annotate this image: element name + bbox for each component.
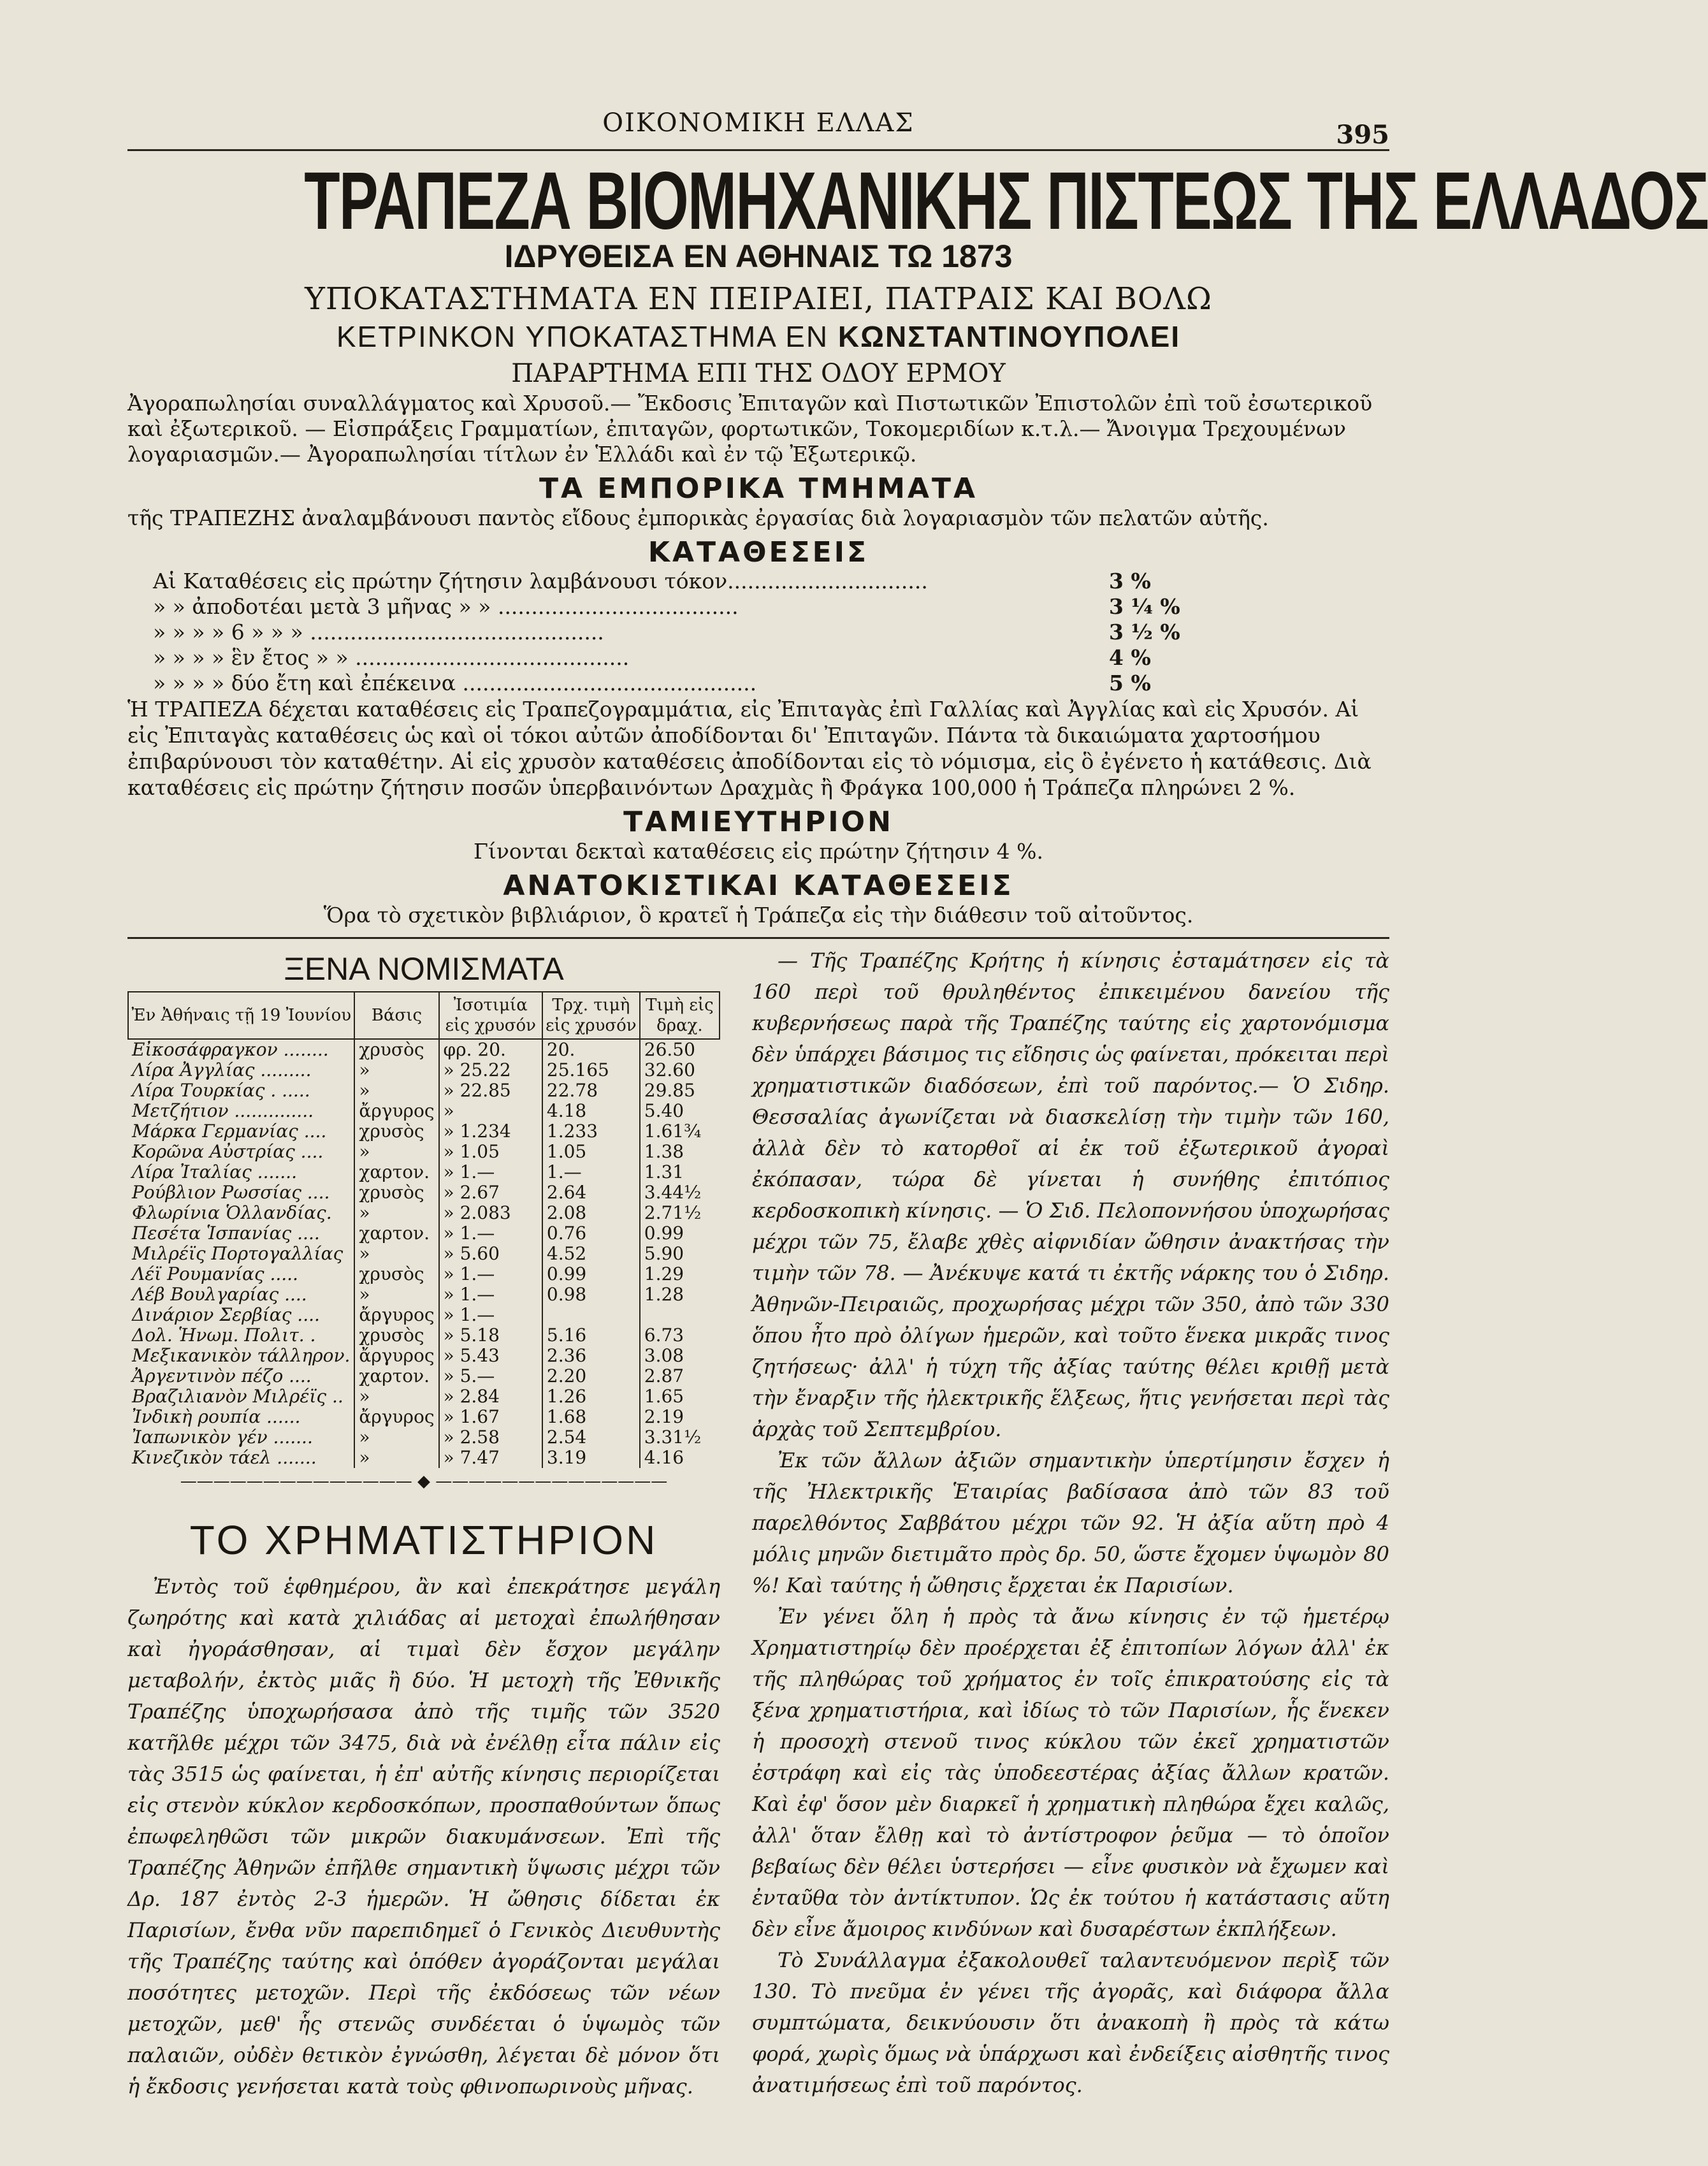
fx-current: 5.16 [542, 1325, 640, 1346]
fx-currency: Λίρα Ἰταλίας ....... [132, 1161, 297, 1182]
fx-col-basis: Βάσις [354, 992, 438, 1039]
savings-text: Γίνονται δεκταὶ καταθέσεις εἰς πρώτην ζήτησιν 4 %. [474, 839, 1043, 864]
left-column [127, 945, 739, 2102]
fx-price [640, 1305, 720, 1325]
fx-row [128, 1386, 720, 1407]
fx-price: 29.85 [640, 1080, 720, 1101]
fx-price: 26.50 [640, 1039, 720, 1060]
fx-parity: » 25.22 [439, 1060, 542, 1080]
fx-row [128, 1142, 720, 1162]
fx-parity: » 2.84 [439, 1386, 542, 1407]
fx-basis: ἄργυρος [354, 1407, 438, 1427]
bank-name: ΤΡΑΠΕΖΑ ΒΙΟΜΗΧΑΝΙΚΗΣ ΠΙΣΤΕΩΣ ΤΗΣ ΕΛΛΑΔΟΣ [304, 156, 1708, 247]
commercial-text: τῆς ΤΡΑΠΕΖΗΣ ἀναλαμβάνουσι παντὸς εἴδους ἐμπορικὰς ἐργασίας διὰ λογαριασμὸν τῶν πελατῶν αὐτῆς. [127, 505, 1269, 530]
fx-parity: » 22.85 [439, 1080, 542, 1101]
deposit-row [127, 594, 1389, 620]
founded-line: ΙΔΡΥΘΕΙΣΑ ΕΝ ΑΘΗΝΑΙΣ ΤΩ 1873 [504, 238, 1013, 274]
fx-parity: » 1.67 [439, 1407, 542, 1427]
fx-basis: » [354, 1448, 438, 1468]
fx-price: 1.29 [640, 1264, 720, 1284]
fx-current: 20. [542, 1039, 640, 1060]
fx-currency: Ρούβλιον Ρωσσίας .... [132, 1182, 330, 1203]
fx-currency: Δινάριον Σερβίας .... [132, 1304, 320, 1325]
fx-row [128, 1305, 720, 1325]
fx-row [128, 1182, 720, 1203]
fx-parity: » 2.67 [439, 1182, 542, 1203]
fx-current: 1.— [542, 1162, 640, 1182]
header-rule [127, 149, 1389, 151]
fx-currency: Λέβ Βουλγαρίας .... [132, 1284, 307, 1305]
fx-parity: » 1.— [439, 1162, 542, 1182]
fx-basis: » [354, 1386, 438, 1407]
fx-parity: » 1.234 [439, 1121, 542, 1142]
fx-current: 1.05 [542, 1142, 640, 1162]
fx-body [128, 1039, 720, 1468]
fx-current: 0.98 [542, 1284, 640, 1305]
fx-basis: χρυσὸς [354, 1121, 438, 1142]
fx-price: 1.61¾ [640, 1121, 720, 1142]
branches-line: ΥΠΟΚΑΤΑΣΤΗΜΑΤΑ ΕΝ ΠΕΙΡΑΙΕΙ, ΠΑΤΡΑΙΣ ΚΑΙ ΒΟΛΩ [305, 281, 1212, 317]
exchange-paragraph: Ἐντὸς τοῦ ἑφθημέρου, ἂν καὶ ἐπεκράτησε μεγάλη ζωηρότης καὶ κατὰ χιλιάδας αἱ μετοχαὶ ἐπωλήθησαν καὶ ἠγοράσθησαν, αἱ τιμαὶ δὲν ἔσχον μεγάλην μεταβολήν, ἐκτὸς μιᾶς ἢ δύο. Ἡ μετοχὴ τῆς Ἐθνικῆς Τραπέζης ὑποχωρήσασα ἀπὸ τῆς τιμῆς τῶν 3520 κατῆλθε μέχρι τῶν 3475, διὰ νὰ ἐνέλθῃ εἶτα πάλιν εἰς τὰς 3515 ὡς φαίνεται, ἡ ἐπ' αὐτῆς κίνησις περιορίζεται εἰς στενὸν κύκλον κερδοσκόπων, προσπαθούντων ὅπως ἐπωφεληθῶσι τῶν μικρῶν διακυμάνσεων. Ἐπὶ τῆς Τραπέζης Ἀθηνῶν ἐπῆλθε σημαντικὴ ὕψωσις μέχρι τῶν Δρ. 187 ἐντὸς 2-3 ἡμερῶν. Ἡ ὤθησις δίδεται ἐκ Παρισίων, ἔνθα νῦν παρεπιδημεῖ ὁ Γενικὸς Διευθυντὴς τῆς Τραπέζης ταύτης καὶ ὁπόθεν ἀγοράζονται μεγάλαι ποσότητες μετοχῶν. Περὶ τῆς ἐκδόσεως τῶν νέων μετοχῶν, μεθ' ἧς στενῶς συνδέεται ὁ ὑψωμὸς τῶν παλαιῶν, οὐδὲν θετικὸν ἐγνώσθη, λέγεται δὲ μόνον ὅτι ἡ ἔκδοσις γενήσεται κατὰ τοὺς φθινοπωρινοὺς μῆνας. [127, 1574, 720, 2098]
fx-row [128, 1060, 720, 1080]
exchange-paragraph: Ἐκ τῶν ἄλλων ἀξιῶν σημαντικὴν ὑπερτίμησιν ἔσχεν ἡ τῆς Ἠλεκτρικῆς Ἑταιρίας βαδίσασα ἀπὸ τῶν 83 τοῦ παρελθόντος Σαββάτου μέχρι τῶν 92. Ἡ ἀξία αὕτη πρὸ 4 μόλις μηνῶν διετιμᾶτο πρὸς δρ. 50, ὥστε ἔχομεν ὑψωμὸν 80 %! Καὶ ταύτης ἡ ὤθησις ἔρχεται ἐκ Παρισίων. [752, 1448, 1389, 1597]
fx-current: 2.08 [542, 1203, 640, 1223]
fx-currency: Μιλρέϊς Πορτογαλλίας [132, 1243, 344, 1264]
fx-current: 2.20 [542, 1366, 640, 1386]
fx-currency: Ἰνδικὴ ρουπία ...... [132, 1406, 301, 1427]
deposit-label: » » » » 6 » » » ............................................ [153, 620, 604, 644]
fx-basis: » [354, 1142, 438, 1162]
fx-parity: » 7.47 [439, 1448, 542, 1468]
fx-current: 1.233 [542, 1121, 640, 1142]
fx-current: 2.54 [542, 1427, 640, 1448]
fx-price: 1.38 [640, 1142, 720, 1162]
deposit-rates [127, 569, 1389, 696]
deposit-row [127, 620, 1389, 645]
deposit-row [127, 671, 1389, 696]
fx-currency: Μάρκα Γερμανίας .... [132, 1121, 327, 1142]
fx-col-current: Τρχ. τιμὴ εἰς χρυσόν [542, 992, 640, 1039]
fx-current: 3.19 [542, 1448, 640, 1468]
fx-price: 32.60 [640, 1060, 720, 1080]
fx-currency: Ἀργεντινὸν πέζο .... [132, 1365, 312, 1386]
deposit-row [127, 569, 1389, 594]
deposit-rate: 3 ½ % [1109, 620, 1180, 644]
exchange-left-text [127, 1571, 720, 2102]
deposit-rate: 3 ¼ % [1109, 594, 1180, 619]
page-number: 395 [1336, 120, 1389, 150]
fx-price: 5.90 [640, 1244, 720, 1264]
exchange-right-text [752, 945, 1389, 2101]
fx-row [128, 1366, 720, 1386]
constantinople-branch [127, 319, 1389, 354]
fx-col-currency: Ἐν Ἀθήναις τῇ 19 Ἰουνίου [128, 992, 354, 1039]
commercial-heading: ΤΑ ΕΜΠΟΡΙΚΑ ΤΜΗΜΑΤΑ [539, 472, 978, 505]
fx-basis: » [354, 1284, 438, 1305]
fx-row [128, 1284, 720, 1305]
interest-free-heading: ΑΝΑΤΟΚΙΣΤΙΚΑΙ ΚΑΤΑΘΕΣΕΙΣ [503, 869, 1014, 902]
fx-currency: Κινεζικὸν τάελ ....... [132, 1447, 317, 1468]
running-head [127, 102, 1389, 150]
fx-parity: » 1.— [439, 1305, 542, 1325]
fx-basis: » [354, 1427, 438, 1448]
fx-col-parity: Ἰσοτιμία εἰς χρυσόν [439, 992, 542, 1039]
deposits-heading: ΚΑΤΑΘΕΣΕΙΣ [648, 536, 869, 569]
fx-row [128, 1101, 720, 1121]
exchange-paragraph: — Τῆς Τραπέζης Κρήτης ἡ κίνησις ἐσταμάτησεν εἰς τὰ 160 περὶ τοῦ θρυληθέντος ἐπικειμένου δανείου τῆς κυβερνήσεως παρὰ τῆς Τραπέζης ταύτης εἰς χαρτονόμισμα δὲν ὑπάρχει βάσιμος τις εἴδησις ὡς φαίνεται, πρόκειται περὶ χρηματιστικῶν διαδόσεων, ἐπὶ τοῦ παρόντος.— Ὁ Σιδηρ. Θεσσαλίας ἀγωνίζεται νὰ διασκελίσῃ τὴν τιμὴν τῶν 160, ἀλλὰ δὲν τὸ κατορθοῖ αἱ ἐκ τοῦ ἐξωτερικοῦ ἀγοραὶ ἐκόπασαν, τώρα δὲ γίνεται ἡ συνήθης ἐπιτόπιος κερδοσκοπικὴ κίνησις. — Ὁ Σιδ. Πελοποννήσου ὑποχωρήσας μέχρι τῶν 75, ἔλαβε χθὲς αἰφνιδίαν ὤθησιν ἀνακτήσας τὴν τιμὴν τῶν 78. — Ἀνέκυψε κατά τι ἐκτῆς νάρκης του ὁ Σιδηρ. Ἀθηνῶν-Πειραιῶς, προχωρήσας μέχρι τῶν 350, ἀπὸ τῶν 330 ὅπου ἦτο πρὸ ὀλίγων ἡμερῶν, καὶ τοῦτο ἕνεκα μικρᾶς τινος ζητήσεως· ἀλλ' ἡ τύχη τῆς ἀξίας ταύτης θέλει κριθῇ μετὰ τὴν ἔναρξιν τῆς ἠλεκτρικῆς ἕλξεως, ἥτις γενήσεται περὶ τὰς ἀρχὰς τοῦ Σεπτεμβρίου. [752, 949, 1389, 1441]
fx-basis: χαρτον. [354, 1162, 438, 1182]
fx-currency: Μετζήτιον .............. [132, 1100, 314, 1121]
fx-current: 4.52 [542, 1244, 640, 1264]
constantinople-city: ΚΩΝΣΤΑΝΤΙΝΟΥΠΟΛΕΙ [837, 320, 1181, 353]
fx-price: 0.99 [640, 1223, 720, 1244]
fx-parity: » 1.05 [439, 1142, 542, 1162]
fx-basis: » [354, 1060, 438, 1080]
fx-current: 25.165 [542, 1060, 640, 1080]
fx-currency: Ἰαπωνικὸν γέν ....... [132, 1427, 313, 1448]
fx-parity: » 1.— [439, 1223, 542, 1244]
fx-row [128, 1427, 720, 1448]
fx-row [128, 1121, 720, 1142]
fx-basis: » [354, 1203, 438, 1223]
fx-price: 2.19 [640, 1407, 720, 1427]
publication-title: ΟΙΚΟΝΟΜΙΚΗ ΕΛΛΑΣ [602, 108, 915, 138]
savings-heading: ΤΑΜΙΕΥΤΗΡΙΟΝ [623, 806, 894, 838]
section-rule [127, 937, 1389, 939]
deposit-rate: 5 % [1109, 671, 1151, 695]
fx-price: 1.28 [640, 1284, 720, 1305]
fx-current: 0.99 [542, 1264, 640, 1284]
deposit-label: » » » » ἓν ἔτος » » ......................................... [153, 645, 630, 670]
fx-price: 5.40 [640, 1101, 720, 1121]
interest-free-text: Ὅρα τὸ σχετικὸν βιβλιάριον, ὃ κρατεῖ ἡ Τράπεζα εἰς τὴν διάθεσιν τοῦ αἰτοῦντος. [323, 903, 1194, 927]
fx-basis: ἄργυρος [354, 1305, 438, 1325]
fx-currency: Βραζιλιανὸν Μιλρέϊς .. [132, 1386, 344, 1407]
services-text: Ἀγοραπωλησίαι συναλλάγματος καὶ Χρυσοῦ.— Ἔκδοσις Ἐπιταγῶν καὶ Πιστωτικῶν Ἐπιστολῶν ἐπὶ τοῦ ἐσωτερικοῦ καὶ ἐξωτερικοῦ. — Εἰσπράξεις Γραμματίων, ἐπιταγῶν, φορτωτικῶν, Τοκομεριδίων κ.τ.λ.— Ἄνοιγμα Τρεχουμένων λογαριασμῶν.— Ἀγοραπωλησίαι τίτλων ἐν Ἑλλάδι καὶ ἐν τῷ Ἐξωτερικῷ. [127, 391, 1373, 467]
fx-row [128, 1325, 720, 1346]
fx-current [542, 1305, 640, 1325]
fx-basis: χρυσὸς [354, 1039, 438, 1060]
fx-header-row [128, 992, 720, 1039]
fx-row [128, 1223, 720, 1244]
deposit-label: » » » » δύο ἔτη καὶ ἐπέκεινα ............................................ [153, 671, 757, 695]
fx-currency: Λίρα Τουρκίας . ..... [132, 1080, 310, 1101]
fx-current: 2.36 [542, 1346, 640, 1366]
fx-parity: » 2.58 [439, 1427, 542, 1448]
fx-price: 1.31 [640, 1162, 720, 1182]
ornament-divider: —————————————— ◆ —————————————— [180, 1472, 668, 1491]
fx-price: 3.44½ [640, 1182, 720, 1203]
fx-parity: » [439, 1101, 542, 1121]
newspaper-page [127, 102, 1708, 2102]
fx-row [128, 1407, 720, 1427]
fx-parity: φρ. 20. [439, 1039, 542, 1060]
fx-parity: » 1.— [439, 1284, 542, 1305]
fx-row [128, 1346, 720, 1366]
fx-currency: Λέϊ Ρουμανίας ..... [132, 1263, 298, 1284]
fx-row [128, 1244, 720, 1264]
fx-current: 1.68 [542, 1407, 640, 1427]
fx-basis: χρυσὸς [354, 1182, 438, 1203]
fx-parity: » 5.— [439, 1366, 542, 1386]
fx-basis: χρυσὸς [354, 1325, 438, 1346]
fx-currency: Κορῶνα Αὐστρίας .... [132, 1141, 324, 1162]
exchange-paragraph: Τὸ Συνάλλαγμα ἐξακολουθεῖ ταλαντευόμενον περὶξ τῶν 130. Τὸ πνεῦμα ἐν γένει τῆς ἀγορᾶς, καὶ διάφορα ἄλλα συμπτώματα, δεικνύουσιν ὅτι ἀνακοπὴ ἢ πρὸς τὰ κάτω φορά, χωρὶς ὅμως νὰ ὑπάρχωσι καὶ ἐνδείξεις αἰσθητῆς τινος ἀνατιμήσεως ἐπὶ τοῦ παρόντος. [752, 1948, 1389, 2097]
fx-currency: Μεξικανικὸν τάλληρον. [132, 1345, 351, 1366]
fx-basis: χαρτον. [354, 1223, 438, 1244]
fx-currency: Εἰκοσάφραγκον ........ [132, 1039, 329, 1060]
fx-currency: Πεσέτα Ἱσπανίας .... [132, 1223, 320, 1244]
fx-parity: » 5.60 [439, 1244, 542, 1264]
fx-row [128, 1080, 720, 1101]
fx-price: 1.65 [640, 1386, 720, 1407]
fx-basis: ἄργυρος [354, 1101, 438, 1121]
fx-parity: » 1.— [439, 1264, 542, 1284]
deposit-label: Αἱ Καταθέσεις εἰς πρώτην ζήτησιν λαμβάνουσι τόκον.............................. [153, 569, 928, 593]
fx-table [127, 991, 720, 1468]
fx-price: 6.73 [640, 1325, 720, 1346]
fx-row [128, 1448, 720, 1468]
fx-current: 2.64 [542, 1182, 640, 1203]
fx-parity: » 5.18 [439, 1325, 542, 1346]
exchange-paragraph: Ἐν γένει ὅλη ἡ πρὸς τὰ ἄνω κίνησις ἐν τῷ ἡμετέρῳ Χρηματιστηρίῳ δὲν προέρχεται ἐξ ἐπιτοπίων λόγων ἀλλ' ἐκ τῆς πληθώρας τοῦ χρήματος ἐν τοῖς ἐπικρατούσης εἰς τὰ ξένα χρηματιστήρια, καὶ ἰδίως τὸ τῶν Παρισίων, ἧς ἕνεκεν ἡ προσοχὴ στενοῦ τινος κύκλου τῶν ἐκεῖ χρηματιστῶν ἐστράφη καὶ εἰς τὰς ὑποδεεστέρας ἀξίας ἄλλων κρατῶν. Καὶ ἐφ' ὅσον μὲν διαρκεῖ ἡ χρηματικὴ πληθώρα ἔχει καλῶς, ἀλλ' ὅταν ἔλθῃ καὶ τὸ ἀντίστροφον ῥεῦμα — τὸ ὁποῖον βεβαίως δὲν θέλει ὑστερήσει — εἶνε φυσικὸν νὰ ἔχωμεν καὶ ἐνταῦθα τὸν ἀντίκτυπον. Ὡς ἐκ τούτου ἡ κατάστασις αὕτη δὲν εἶνε ἄμοιρος κινδύνων καὶ δυσαρέστων ἐκπλήξεων. [752, 1604, 1389, 1941]
deposit-row [127, 645, 1389, 671]
fx-basis: χαρτον. [354, 1366, 438, 1386]
fx-row [128, 1203, 720, 1223]
fx-price: 3.08 [640, 1346, 720, 1366]
deposit-rate: 4 % [1109, 645, 1151, 670]
fx-current: 4.18 [542, 1101, 640, 1121]
fx-currency: Λίρα Ἀγγλίας ......... [132, 1059, 312, 1080]
fx-col-price: Τιμὴ εἰς δραχ. [640, 992, 720, 1039]
fx-parity: » 5.43 [439, 1346, 542, 1366]
constantinople-prefix: ΚΕΤΡΙΝΚΟΝ ΥΠΟΚΑΤΑΣΤΗΜΑ ΕΝ [336, 320, 829, 353]
fx-basis: » [354, 1244, 438, 1264]
fx-price: 2.87 [640, 1366, 720, 1386]
fx-price: 2.71½ [640, 1203, 720, 1223]
right-column [739, 945, 1389, 2102]
fx-current: 22.78 [542, 1080, 640, 1101]
fx-current: 1.26 [542, 1386, 640, 1407]
fx-currency: Δολ. Ἡνωμ. Πολιτ. . [132, 1325, 316, 1346]
fx-current: 0.76 [542, 1223, 640, 1244]
fx-title: ΞΕΝΑ ΝΟΜΙΣΜΑΤΑ [284, 951, 564, 987]
fx-basis: χρυσὸς [354, 1264, 438, 1284]
fx-basis: ἄργυρος [354, 1346, 438, 1366]
fx-currency: Φλωρίνια Ὁλλανδίας. [132, 1202, 332, 1223]
deposit-rate: 3 % [1109, 569, 1151, 593]
fx-basis: » [354, 1080, 438, 1101]
fx-row [128, 1162, 720, 1182]
fx-price: 3.31½ [640, 1427, 720, 1448]
fx-row [128, 1264, 720, 1284]
fx-row [128, 1039, 720, 1060]
deposits-note: Ἡ ΤΡΑΠΕΖΑ δέχεται καταθέσεις εἰς Τραπεζογραμμάτια, εἰς Ἐπιταγὰς ἐπὶ Γαλλίας καὶ Ἀγγλίας καὶ εἰς Χρυσόν. Αἱ εἰς Ἐπιταγὰς καταθέσεις ὡς καὶ οἱ τόκοι αὐτῶν ἀποδίδονται δι' Ἐπιταγῶν. Πάντα τὰ δικαιώματα χαρτοσήμου ἐπιβαρύνουσι τὸν καταθέτην. Αἱ εἰς χρυσὸν καταθέσεις ἀποδίδονται εἰς τὸ νόμισμα, εἰς ὃ ἐγένετο ἡ κατάθεσις. Διὰ καταθέσεις εἰς πρώτην ζήτησιν ποσῶν ὑπερβαινόντων Δραχμὰς ἢ Φράγκα 100,000 ἡ Τράπεζα πληρώνει 2 %. [127, 697, 1371, 800]
annex-line: ΠΑΡΑΡΤΗΜΑ ΕΠΙ ΤΗΣ ΟΔΟΥ ΕΡΜΟΥ [511, 359, 1006, 388]
fx-price: 4.16 [640, 1448, 720, 1468]
fx-parity: » 2.083 [439, 1203, 542, 1223]
deposit-label: » » ἀποδοτέαι μετὰ 3 μῆνας » » .................................... [153, 594, 739, 619]
exchange-title: ΤΟ ΧΡΗΜΑΤΙΣΤΗΡΙΟΝ [189, 1517, 658, 1563]
two-columns [127, 945, 1389, 2102]
